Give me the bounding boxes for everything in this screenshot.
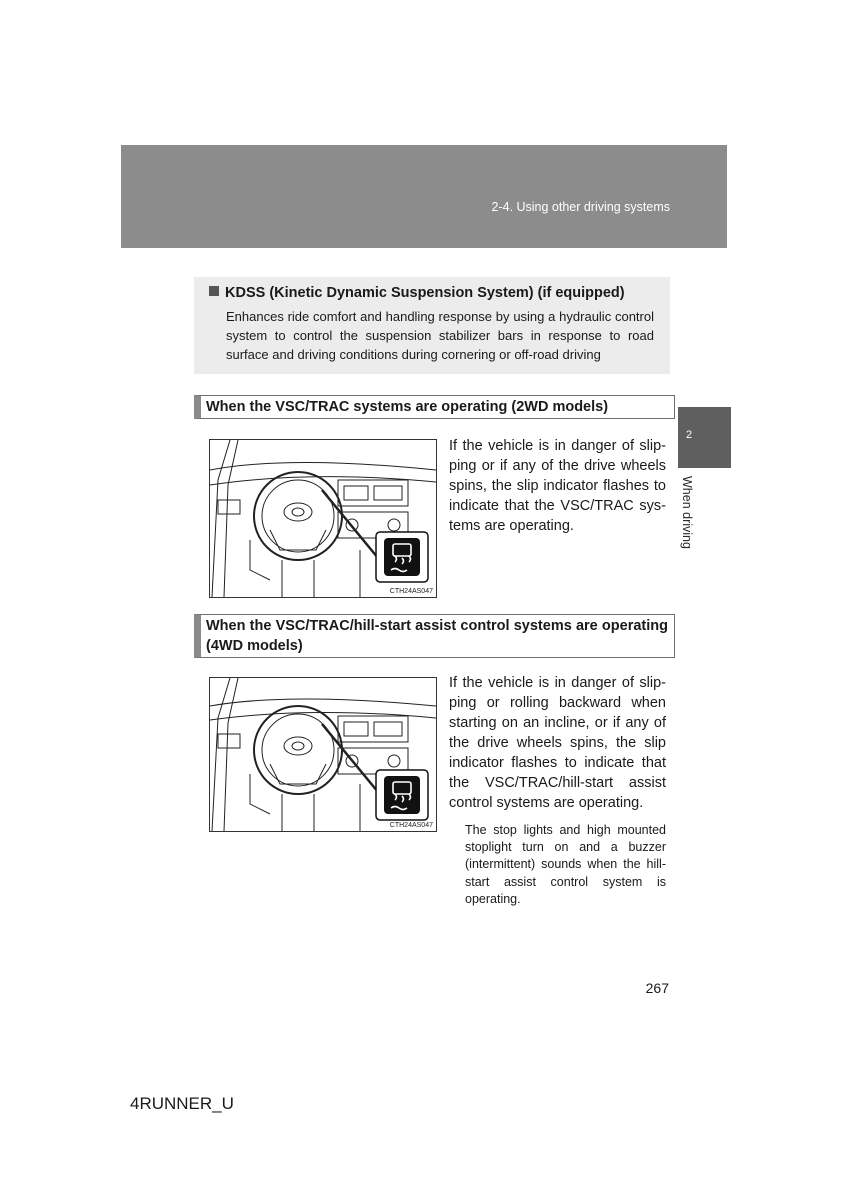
section-heading-4wd: When the VSC/TRAC/hill-start assist control systems are operating (4WD models) <box>194 614 675 658</box>
kdss-title-text: KDSS (Kinetic Dynamic Suspension System) (if equipped) <box>225 285 625 301</box>
square-bullet-icon <box>209 286 219 296</box>
hill-start-note: The stop lights and high mounted stoplight turn on and a buzzer (intermittent) sounds when the hill-start assist control system is operating. <box>465 823 666 906</box>
dashboard-drawing <box>210 440 436 597</box>
chapter-number: 2 <box>686 429 693 441</box>
header-band <box>121 145 727 248</box>
dashboard-illustration-4wd <box>209 677 437 832</box>
chapter-label: When driving <box>680 476 694 549</box>
body-text-2wd: If the vehicle is in danger of slip-ping or if any of the drive wheels spins, the slip indicator flashes to indicate that the VSC/TRAC sys-tems are operating. <box>449 438 666 534</box>
kdss-info-box <box>194 277 670 374</box>
footer-model-code: 4RUNNER_U <box>130 1094 234 1113</box>
section-heading-2wd: When the VSC/TRAC systems are operating (2WD models) <box>194 395 675 419</box>
chapter-tab <box>678 407 731 468</box>
kdss-body: Enhances ride comfort and handling response by using a hydraulic control system to control the suspension stabilizer bars in response to road surface and driving conditions during cornering or off-road driving <box>226 309 654 362</box>
body-text-4wd: If the vehicle is in danger of slip-ping or rolling backward when starting on an incline, or if any of the drive wheels spins, the slip indicator flashes to indicate that the VSC/TRAC/hill-start assist control systems are operating. <box>449 675 666 811</box>
kdss-title <box>209 285 625 301</box>
figure-label: CTH24AS047 <box>389 588 433 595</box>
figure-label: CTH24AS047 <box>389 822 433 829</box>
page-number: 267 <box>645 980 669 996</box>
section-title: 2-4. Using other driving systems <box>491 200 670 214</box>
dashboard-drawing <box>210 678 436 831</box>
dashboard-illustration-2wd <box>209 439 437 598</box>
